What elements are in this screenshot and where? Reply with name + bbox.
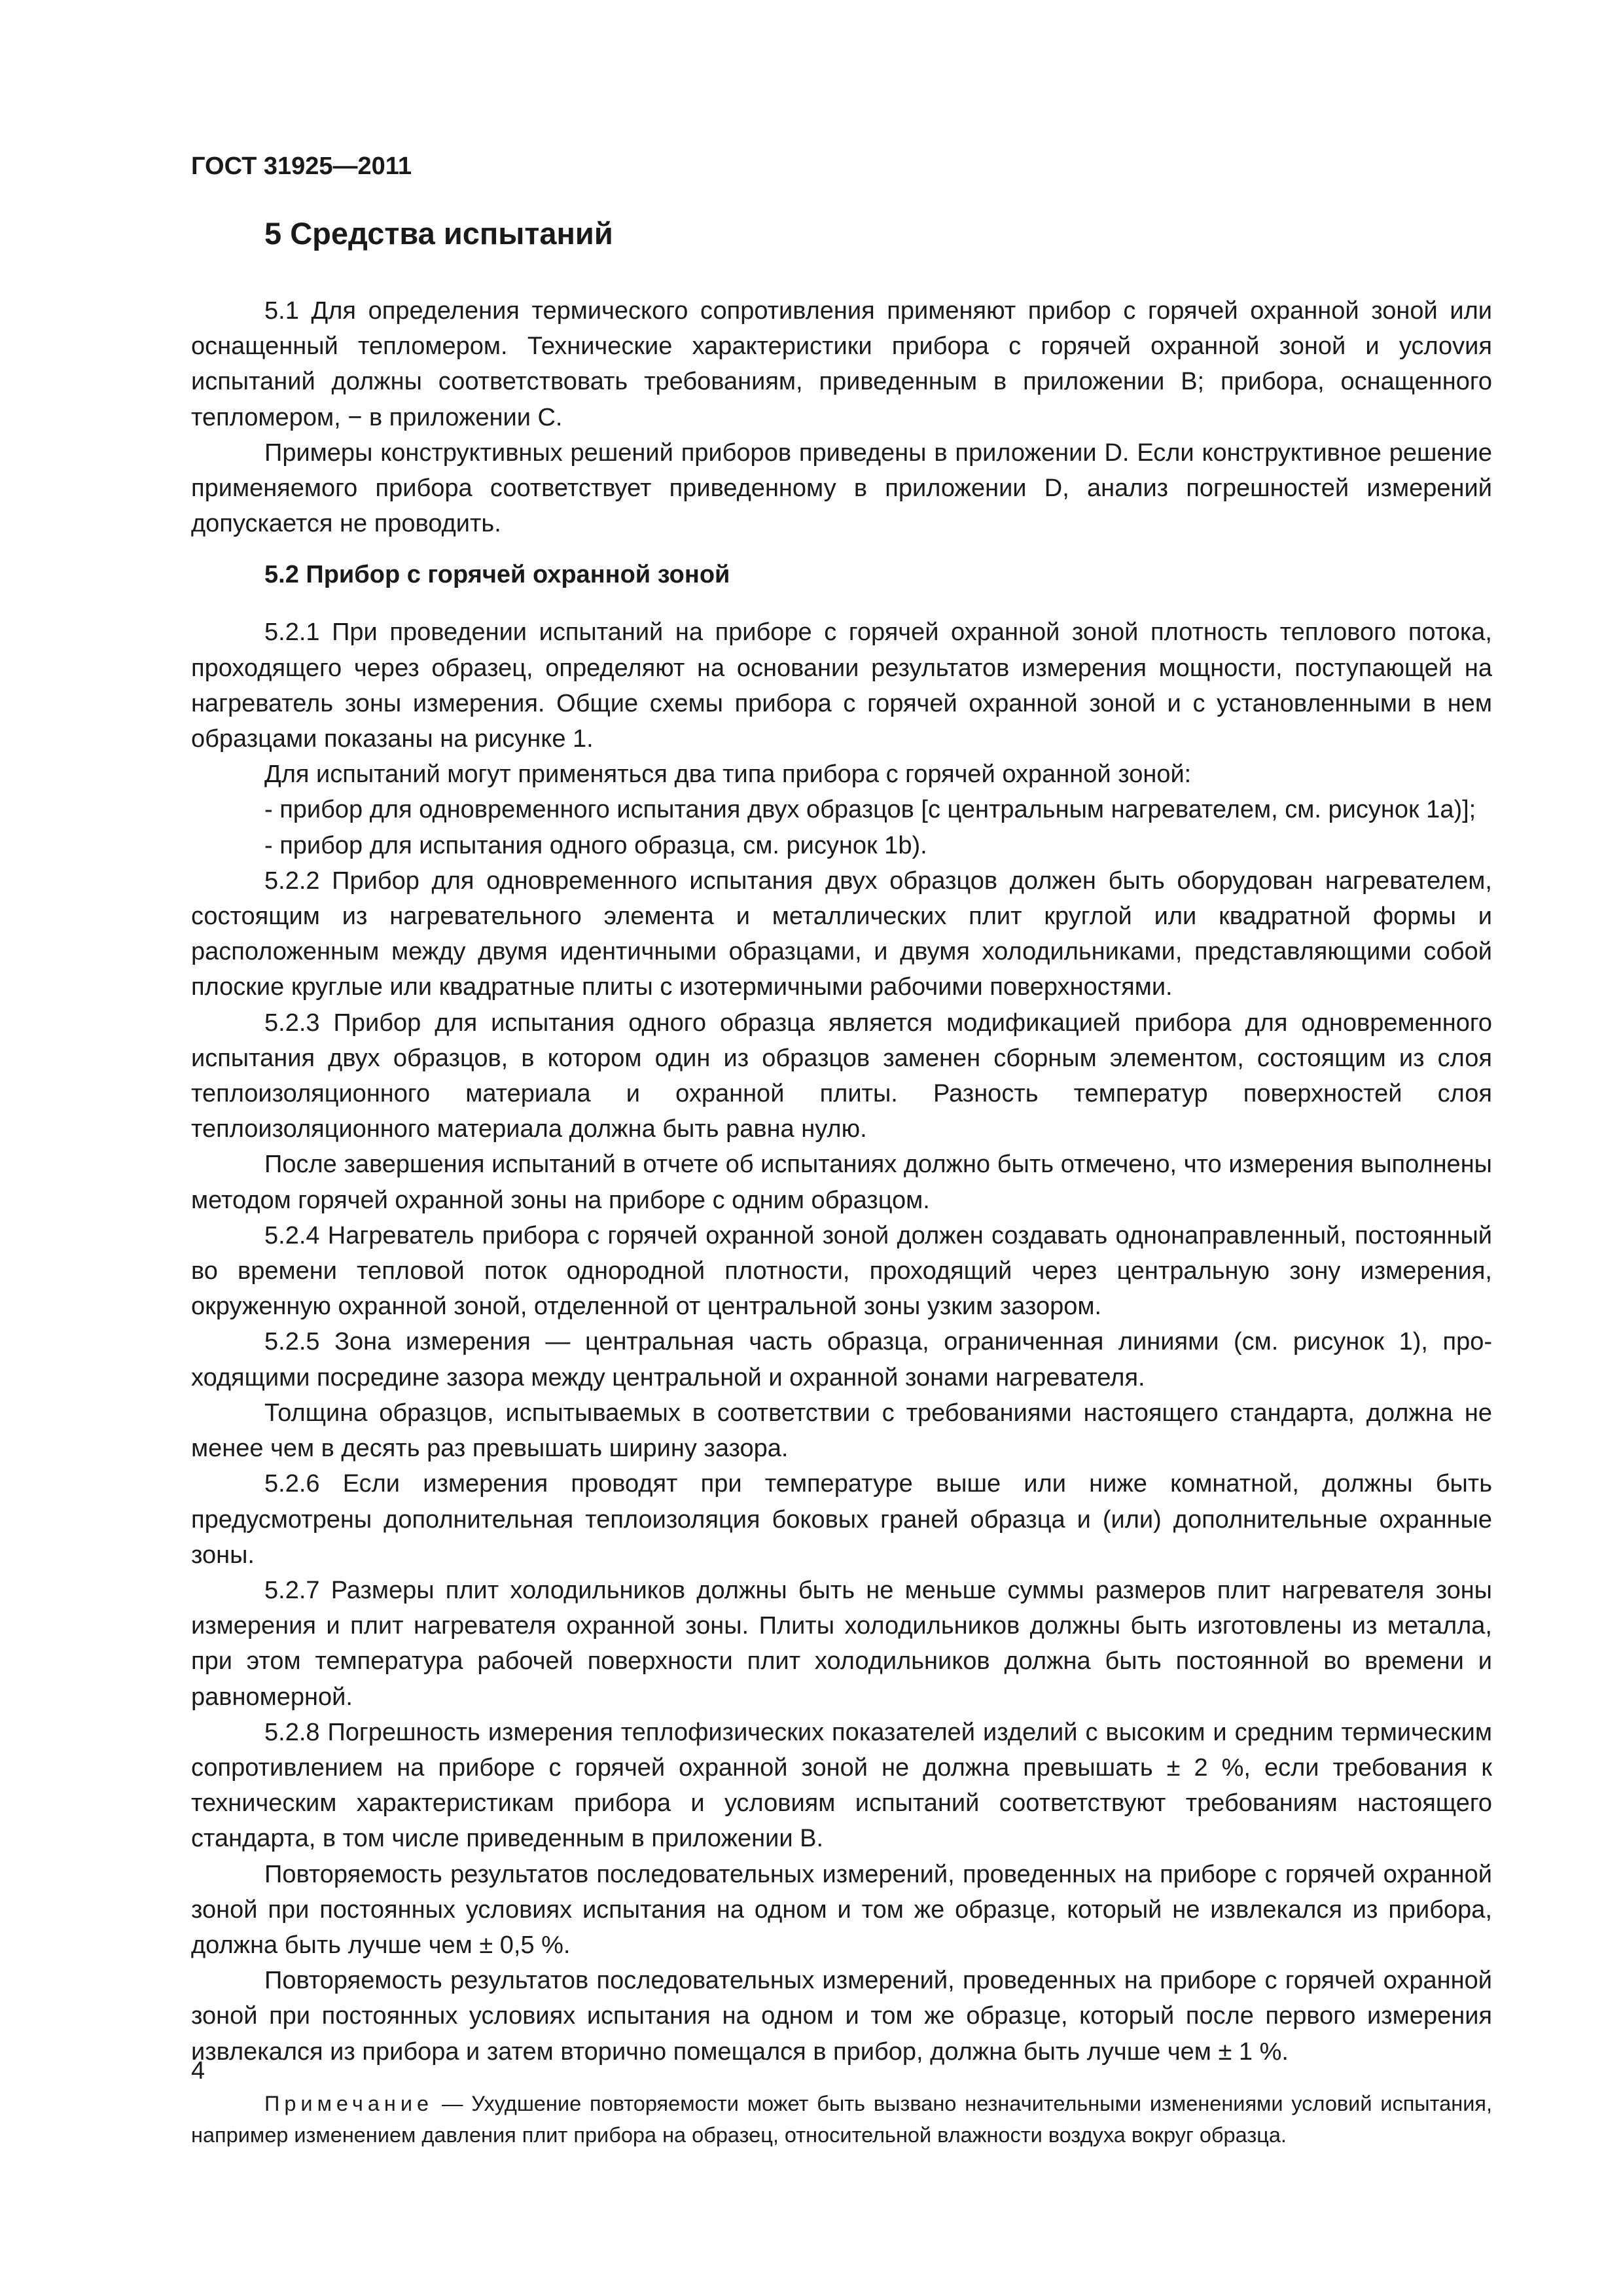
paragraph-report-note: После завершения испытаний в отчете об испытаниях должно быть отмечено, что измерения выполнены методом горячей охранной зоны на приборе с одним образцом. [191,1151,1492,1214]
paragraph-5-2-8: 5.2.8 Погрешность измерения теплофизических показателей изделий с высоким и средним термическим сопротивлением на приборе с горячей охранной зоной не должна превышать ± 2 %, если требования к техническим характеристикам прибора и условиям испытаний соответствуют требованиям настоящего стандарта, в том числе приведенным в приложении B. [191,1718,1492,1853]
paragraph-5-2-6: 5.2.6 Если измерения проводят при температуре выше или ниже комнатной, должны быть предусмотрены дополнительная теплоизоляция боковых граней образца и (или) дополнительные охранные зоны. [191,1470,1492,1569]
subsection-title: 5.2 Прибор с горячей охранной зоной [264,561,730,589]
paragraph-5-2-4: 5.2.4 Нагреватель прибора с горячей охранной зоной должен создавать однонаправленный, постоянный во времени тепловой поток однородной плотности, проходящий через центральную зону измерения, окруженную охранной зоной, отделенной от центральной зоны узким зазором. [191,1221,1492,1321]
paragraph-thickness: Толщина образцов, испытываемых в соответствии с требованиями настоящего стандарта, должна не менее чем в десять раз превышать ширину зазора. [191,1399,1492,1463]
paragraph-5-2-5: 5.2.5 Зона измерения — центральная часть образца, ограниченная линиями (см. рисунок 1), проходящими посредине зазора между центральной и охранной зонами нагревателя. [191,1328,1492,1391]
paragraph-5-2-3: 5.2.3 Прибор для испытания одного образца является модификацией прибора для одновременного испытания двух образцов, в котором один из образцов заменен сборным элементом, состоящим из слоя теплоизоляционного материала и охранной плиты. Разность температур поверхностей слоя теплоизоляционного материала должна быть равна нулю. [191,1009,1492,1143]
paragraph-5-1: 5.1 Для определения термического сопротивления применяют прибор с горячей охранной зоной или оснащенный тепломером. Технические характеристики прибора с горячей охранной зоной и услоvия испытаний должны соответствовать требованиям, приведенным в приложении B; прибора, оснащенного тепломером, − в приложении C. [191,297,1492,431]
note-label: Примечание [264,2091,434,2115]
paragraph-5-2-1: 5.2.1 При проведении испытаний на приборе с горячей охранной зоной плотность теплового потока, проходящего через образец, определяют на основании результатов измерения мощности, поступающей на нагреватель зоны измерения. Общие схемы прибора с горячей охранной зоной и с установленными в нем образцами показаны на рисунке 1. [191,619,1492,753]
list-item-one-sample: - прибор для испытания одного образца, см. рисунок 1b). [264,831,927,859]
note-text: — Ухудшение повторяемости может быть вызвано незначительными изменениями условий испытания, например изменением давления плит прибора на образец, относительной влажности воздуха вокруг образца. [191,2091,1492,2147]
paragraph-5-2-7: 5.2.7 Размеры плит холодильников должны быть не меньше суммы размеров плит нагревателя зоны измерения и плит нагревателя охранной зоны. Плиты холодильников должны быть изготовлены из металла, при этом температура рабочей поверхности плит холодильников должна быть постоянной во времени и равномерной. [191,1576,1492,1711]
paragraph-5-2-2: 5.2.2 Прибор для одновременного испытания двух образцов должен быть оборудован нагревателем, состоящим из нагревательного элемента и металлических плит круглой или квадратной формы и расположенным между двумя идентичными образцами, и двумя холодильниками, представляющими собой плоские круглые или квадратные плиты с изотермичными рабочими поверхностями. [191,867,1492,1001]
paragraph-examples: Примеры конструктивных решений приборов приведены в приложении D. Если конструктивное решение применяемого прибора соответствует приведенному в приложении D, анализ погрешностей измерений допускается не проводить. [191,439,1492,538]
paragraph-types-intro: Для испытаний могут применяться два типа прибора с горячей охранной зоной: [264,761,1192,789]
section-title: 5 Средства испытаний [264,216,613,251]
paragraph-repeatability-2: Повторяемость результатов последовательных измерений, проведенных на приборе с горячей охранной зоной при постоянных условиях испытания на одном и том же образце, который после первого измерения извлекался из прибора и затем вторично помещался в прибор, должна быть лучше чем ± 1 %. [191,1967,1492,2066]
note [191,2088,1492,2151]
paragraph-repeatability-1: Повторяемость результатов последовательных измерений, проведенных на приборе с горячей охранной зоной при постоянных условиях испытания на одном и том же образце, который не извлекался из прибора, должна быть лучше чем ± 0,5 %. [191,1860,1492,1959]
list-item-two-samples: - прибор для одновременного испытания двух образцов [с центральным нагревателем, см. рисунок 1a)]; [264,796,1476,824]
document-header: ГОСТ 31925—2011 [191,152,412,180]
page-number: 4 [191,2057,205,2085]
